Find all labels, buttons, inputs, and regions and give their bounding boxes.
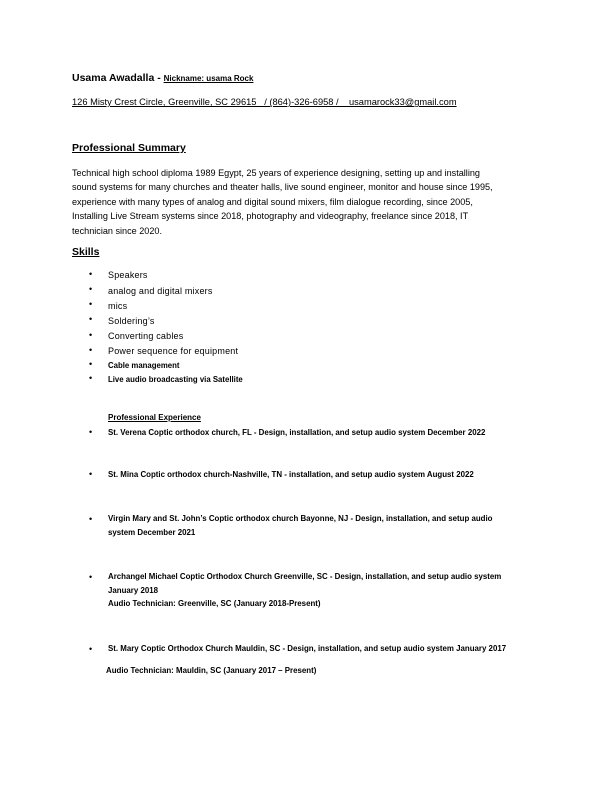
bullet-icon: • (89, 330, 93, 340)
bullet-icon: • (89, 644, 93, 654)
experience-line: Archangel Michael Coptic Orthodox Church Greenville, SC - Design, installation, and setup audio system (108, 572, 502, 581)
bullet-icon: • (89, 469, 93, 479)
bullet-icon: • (89, 572, 93, 582)
experience-subline: Audio Technician: Mauldin, SC (January 2017 – Present) (106, 666, 317, 675)
experience-line: St. Mary Coptic Orthodox Church Mauldin, SC - Design, installation, and setup audio system January 2017 (108, 644, 507, 653)
skill-item: Power sequence for equipment (108, 346, 239, 356)
experience-item (108, 426, 485, 440)
summary-heading: Professional Summary (72, 142, 186, 154)
summary-line: Installing Live Stream systems since 2018, photography and videography, freelance since 2018, IT (72, 211, 469, 222)
bullet-icon: • (89, 345, 93, 355)
experience-heading: Professional Experience (108, 413, 201, 422)
bullet-icon: • (89, 269, 93, 279)
resume-name-line (72, 72, 253, 84)
skill-item: mics (108, 301, 128, 311)
experience-line: St. Mina Coptic orthodox church-Nashville, TN - installation, and setup audio system August 2022 (108, 470, 474, 479)
summary-line: Technical high school diploma 1989 Egypt, 25 years of experience designing, setting up and installing (72, 168, 480, 178)
skill-item: Soldering’s (108, 316, 155, 326)
summary-text (72, 166, 542, 238)
experience-line: January 2018 (108, 585, 159, 595)
skill-item: Live audio broadcasting via Satellite (108, 375, 243, 384)
experience-item (108, 512, 493, 539)
contact-info: 126 Misty Crest Circle, Greenville, SC 29615 / (864)-326-6958 / usamarock33@gmail.com (72, 97, 457, 107)
summary-line: technician since 2020. (72, 225, 162, 236)
skill-item: Speakers (108, 270, 148, 280)
skill-item: Cable management (108, 361, 180, 370)
experience-item (108, 468, 474, 482)
experience-line: St. Verena Coptic orthodox church, FL - Design, installation, and setup audio system December 2022 (108, 428, 486, 437)
bullet-icon: • (89, 359, 93, 369)
bullet-icon: • (89, 314, 93, 324)
experience-line: Virgin Mary and St. John’s Coptic orthodox church Bayonne, NJ - Design, installation, and setup audio (108, 514, 493, 523)
experience-line: Audio Technician: Greenville, SC (January 2018-Present) (108, 599, 321, 609)
resume-name: Usama Awadalla - (72, 72, 164, 84)
experience-item (108, 570, 501, 611)
bullet-icon: • (89, 284, 93, 294)
summary-line: sound systems for many churches and theater halls, live sound engineer, monitor and house since 1995, (72, 182, 493, 193)
skill-item: Converting cables (108, 331, 184, 341)
bullet-icon: • (89, 427, 93, 437)
experience-item (108, 642, 506, 656)
skills-heading: Skills (72, 246, 100, 258)
experience-line: system December 2021 (108, 527, 196, 537)
summary-line: experience with many types of analog and digital sound mixers, film dialogue recording, since 2005, (72, 196, 473, 207)
resume-nickname: Nickname: usama Rock (163, 74, 254, 83)
bullet-icon: • (89, 373, 93, 383)
bullet-icon: • (89, 514, 93, 524)
bullet-icon: • (89, 299, 93, 309)
skill-item: analog and digital mixers (108, 286, 213, 296)
